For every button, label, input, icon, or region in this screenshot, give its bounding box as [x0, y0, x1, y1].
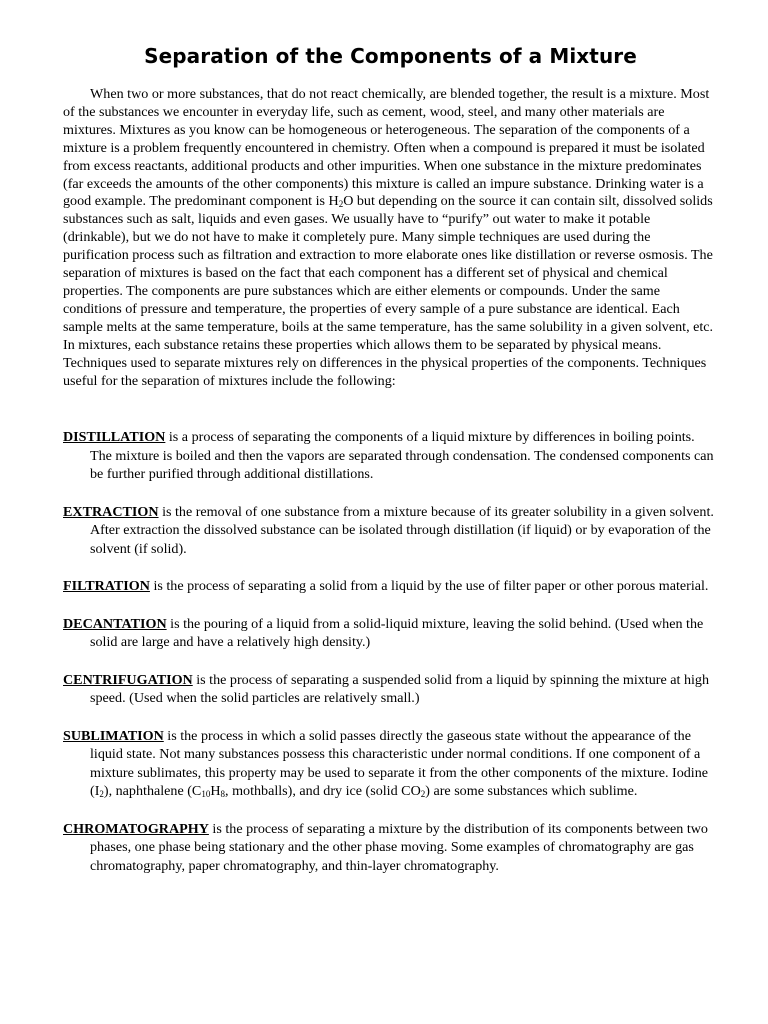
definition-text: , mothballs), and dry ice (solid CO	[225, 783, 421, 800]
term-extraction: EXTRACTION	[63, 503, 159, 520]
definition-filtration	[63, 577, 718, 596]
term-centrifugation: CENTRIFUGATION	[63, 671, 193, 688]
definition-text: is a process of separating the components of a liquid mixture by differences in boiling points. The mixture is boiled and then the vapors are separated through condensation. The condensed components can be further purified through additional distillations.	[90, 429, 714, 483]
definition-distillation	[63, 428, 718, 484]
definition-text: is the process of separating a suspended solid from a liquid by spinning the mixture at high speed. (Used when the solid particles are relatively small.)	[90, 671, 710, 707]
term-decantation: DECANTATION	[63, 615, 167, 632]
definition-centrifugation	[63, 671, 718, 708]
subscript: 2	[99, 789, 104, 800]
definition-chromatography	[63, 820, 718, 876]
definition-extraction	[63, 503, 718, 559]
term-chromatography: CHROMATOGRAPHY	[63, 820, 209, 837]
definition-text: H	[210, 783, 221, 800]
subscript: 10	[201, 789, 211, 800]
subscript: 8	[220, 789, 226, 800]
definition-text: ), naphthalene (C	[103, 783, 202, 800]
definition-text: is the process in which a solid passes directly the gaseous state without the appearance of the liquid state. Not many substances possess this characteristic under normal conditions. If one component of a mixture sublimates, this property may be used to separate it from the other components of the mixture. Iodine (I	[90, 727, 709, 800]
intro-text-part-2: O but depending on the source it can contain silt, dissolved solids substances such as salt, liquids and even gases. We usually have to “purify” out water to make it potable (drinkable), but we do not have to make it completely pure. Many simple techniques are used during the purification process such as filtration and extraction to more elaborate ones like distillation or reverse osmosis. The separation of mixtures is based on the fact that each component has a different set of physical and chemical properties. The components are pure substances which are either elements or compounds. Under the same conditions of pressure and temperature, the properties of every sample of a pure substance are identical. Each sample melts at the same temperature, boils at the same temperature, has the same solubility in a given solvent, etc. In mixtures, each substance retains these properties which allows them to be separated by physical means. Techniques used to separate mixtures rely on differences in the physical properties of the components. Techniques useful for the separation of mixtures include the following:	[63, 193, 714, 389]
definition-text: ) are some substances which sublime.	[425, 783, 638, 800]
page-title: Separation of the Components of a Mixture	[144, 44, 637, 68]
term-distillation: DISTILLATION	[63, 429, 166, 446]
definition-decantation	[63, 615, 718, 652]
term-sublimation: SUBLIMATION	[63, 727, 164, 744]
subscript: 2	[420, 789, 426, 800]
intro-text-part-1: When two or more substances, that do not react chemically, are blended together, the result is a mixture. Most of the substances we encounter in everyday life, such as cement, wood, steel, and many other materials are mixtures. Mixtures as you know can be homogeneous or heterogeneous. The separation of the components of a mixture is a problem frequently encountered in chemistry. Often when a compound is prepared it must be isolated from excess reactants, additional products and other impurities. When one substance in the mixture predominates (far exceeds the amounts of the other components) this mixture is called an impure substance. Drinking water is a good example. The predominant component is H	[63, 86, 710, 210]
definition-text: is the pouring of a liquid from a solid-liquid mixture, leaving the solid behind. (Used when the solid are large and have a relatively high density.)	[90, 615, 704, 651]
intro-paragraph	[63, 86, 718, 390]
subscript: 2	[338, 199, 344, 210]
term-filtration: FILTRATION	[63, 578, 150, 595]
techniques-list	[63, 428, 718, 875]
definition-text: is the process of separating a solid from a liquid by the use of filter paper or other porous material.	[149, 578, 709, 595]
definition-sublimation	[63, 727, 718, 801]
definition-text: is the process of separating a mixture by the distribution of its components between two phases, one phase being stationary and the other phase moving. Some examples of chromatography are gas chromatography, paper chromatography, and thin-layer chromatography.	[90, 820, 708, 874]
definition-text: is the removal of one substance from a mixture because of its greater solubility in a given solvent. After extraction the dissolved substance can be isolated through distillation (if liquid) or by evaporation of the solvent (if solid).	[90, 503, 714, 557]
